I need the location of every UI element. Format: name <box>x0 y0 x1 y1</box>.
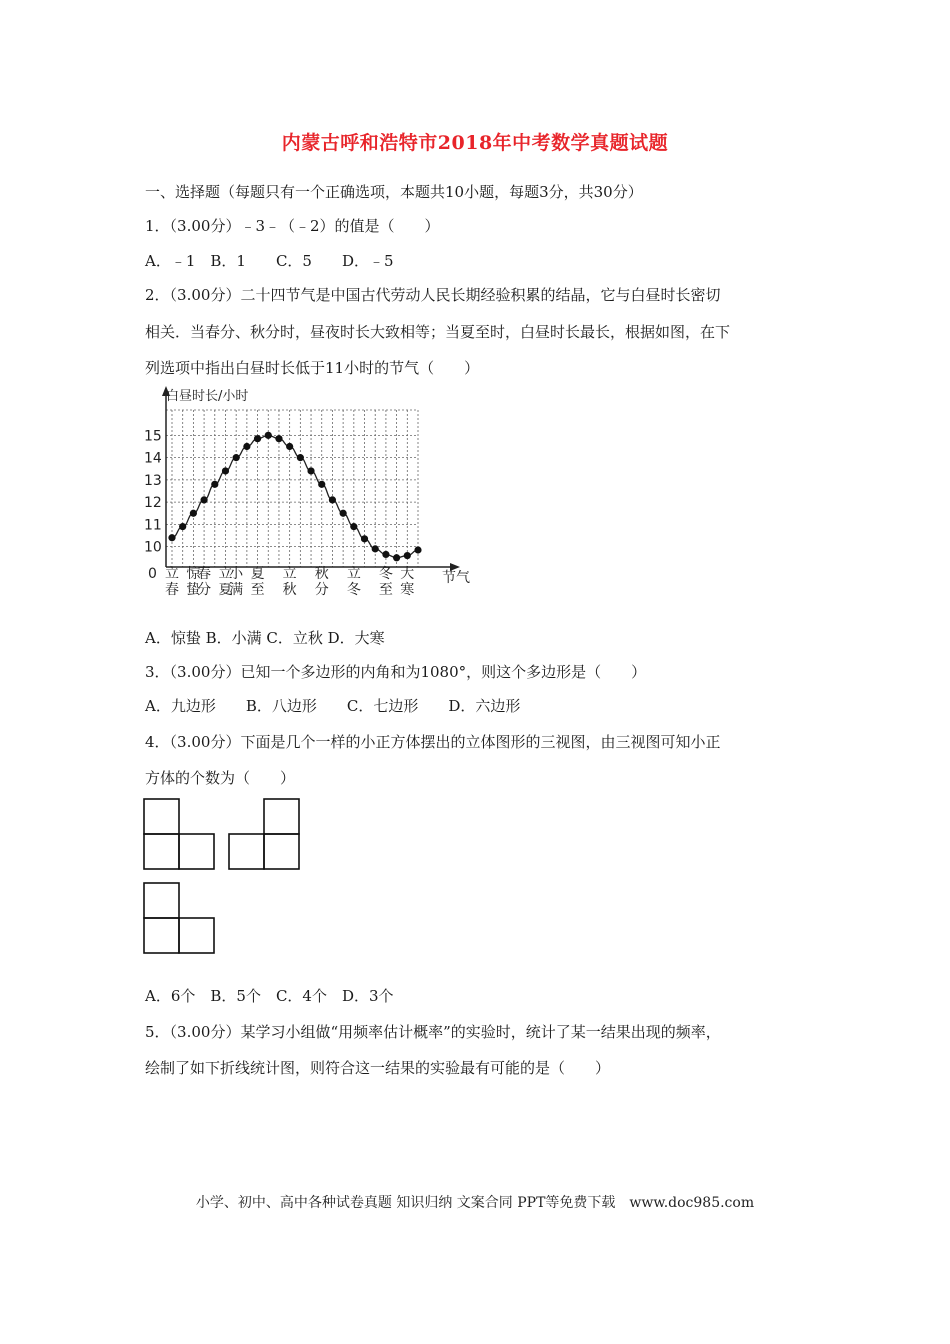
origin-label: 0 <box>148 566 157 582</box>
x-tick-label: 大 <box>400 566 415 582</box>
question-5-stem-line-2: 绘制了如下折线统计图，则符合这一结果的实验最有可能的是（ ） <box>145 1059 611 1077</box>
data-point <box>307 467 314 474</box>
x-axis-label: 节气 <box>442 570 470 586</box>
x-tick-label: 惊 <box>186 566 201 582</box>
data-point <box>382 551 389 558</box>
data-point <box>297 454 304 461</box>
y-tick-labels <box>144 428 162 555</box>
x-tick-label: 满 <box>229 582 244 598</box>
front-view <box>144 799 214 869</box>
x-tick-label: 秋 <box>314 566 329 582</box>
x-tick-label: 蛰 <box>186 582 201 598</box>
data-point <box>350 523 357 530</box>
y-tick-label: 12 <box>144 495 162 512</box>
y-tick-label: 15 <box>144 428 162 445</box>
question-2-options: A．惊蛰 B．小满 C．立秋 D．大寒 <box>145 629 385 647</box>
data-point <box>275 435 282 442</box>
data-point <box>393 554 400 561</box>
page-title: 内蒙古呼和浩特市2018年中考数学真题试题 <box>281 132 669 154</box>
x-tick-label: 至 <box>250 582 265 598</box>
question-4-options: A．6个 B．5个 C．4个 D．3个 <box>145 987 394 1005</box>
x-tick-label: 至 <box>378 582 393 598</box>
x-tick-label: 春 <box>165 582 179 598</box>
front-view-square <box>179 834 214 869</box>
side-view-square <box>264 799 299 834</box>
data-point <box>372 545 379 552</box>
data-point <box>286 443 293 450</box>
three-view-figures <box>140 796 310 958</box>
data-point <box>361 535 368 542</box>
side-view-square <box>229 834 264 869</box>
x-tick-label: 立 <box>346 566 361 582</box>
data-point <box>233 454 240 461</box>
data-point <box>190 510 197 517</box>
question-2-stem-line-1: 2．（3.00分）二十四节气是中国古代劳动人民长期经验积累的结晶，它与白昼时长密切 <box>145 286 721 304</box>
x-tick-label: 小 <box>229 566 244 582</box>
question-3-stem: 3．（3.00分）已知一个多边形的内角和为1080°，则这个多边形是（ ） <box>145 663 647 681</box>
question-3-options: A．九边形 B．八边形 C．七边形 D．六边形 <box>145 697 521 715</box>
data-point <box>200 496 207 503</box>
data-point <box>265 432 272 439</box>
x-tick-label: 冬 <box>378 566 393 582</box>
daylight-chart <box>142 384 482 602</box>
top-view <box>144 883 214 953</box>
side-view <box>229 799 299 869</box>
top-view-square <box>179 918 214 953</box>
front-view-square <box>144 834 179 869</box>
data-point <box>340 510 347 517</box>
x-tick-label: 夏 <box>218 582 233 598</box>
question-1-stem: 1．（3.00分）﹣3﹣（﹣2）的值是（ ） <box>145 217 440 235</box>
x-tick-label: 立 <box>165 566 179 582</box>
y-axis-label: 白昼时长/小时 <box>166 389 249 404</box>
top-view-square <box>144 918 179 953</box>
y-tick-label: 11 <box>144 517 162 534</box>
question-2-stem-line-3: 列选项中指出白昼时长低于11小时的节气（ ） <box>145 359 480 377</box>
x-tick-label: 分 <box>197 582 212 598</box>
section-header: 一、选择题（每题只有一个正确选项，本题共10小题，每题3分，共30分） <box>145 183 643 201</box>
x-tick-label: 春 <box>197 566 212 582</box>
x-tick-label: 立 <box>282 566 297 582</box>
data-point <box>168 534 175 541</box>
y-tick-label: 10 <box>144 539 162 556</box>
data-point <box>329 496 336 503</box>
data-point <box>222 467 229 474</box>
x-tick-label: 寒 <box>400 582 415 598</box>
page-footer: 小学、初中、高中各种试卷真题 知识归纳 文案合同 PPT等免费下载 www.doc985.com <box>195 1195 755 1211</box>
x-tick-label: 夏 <box>250 566 265 582</box>
data-point <box>179 523 186 530</box>
front-view-square <box>144 799 179 834</box>
x-tick-label: 秋 <box>282 582 297 598</box>
data-point <box>254 435 261 442</box>
data-point <box>243 443 250 450</box>
x-tick-label: 冬 <box>346 582 361 598</box>
top-view-square <box>144 883 179 918</box>
daylight-series-line <box>172 435 418 557</box>
x-tick-label: 立 <box>218 566 233 582</box>
data-point <box>404 552 411 559</box>
chart-grid <box>166 410 418 567</box>
question-4-stem-line-2: 方体的个数为（ ） <box>145 769 296 787</box>
question-5-stem-line-1: 5．（3.00分）某学习小组做“用频率估计概率”的实验时，统计了某一结果出现的频率， <box>145 1023 721 1041</box>
side-view-square <box>264 834 299 869</box>
question-2-stem-line-2: 相关．当春分、秋分时，昼夜时长大致相等；当夏至时，白昼时长最长，根据如图，在下 <box>145 323 731 341</box>
data-point <box>318 481 325 488</box>
y-tick-label: 14 <box>144 450 162 467</box>
y-tick-label: 13 <box>144 472 162 489</box>
question-1-options: A．﹣1 B．1 C．5 D．﹣5 <box>145 252 394 270</box>
x-tick-labels <box>165 565 414 598</box>
x-tick-label: 分 <box>314 582 329 598</box>
data-point <box>211 481 218 488</box>
data-point <box>414 546 421 553</box>
question-4-stem-line-1: 4．（3.00分）下面是几个一样的小正方体摆出的立体图形的三视图，由三视图可知小正 <box>145 733 721 751</box>
